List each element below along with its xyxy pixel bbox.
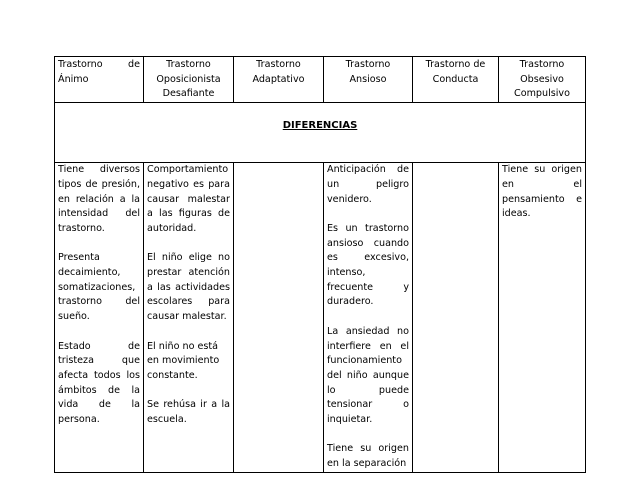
content-row: [55, 163, 586, 473]
header-obsesivo: Trastorno Obsesivo Compulsivo: [499, 57, 586, 103]
ansioso-paragraph: Tiene su origen en la separación: [327, 443, 409, 470]
obsesivo-paragraph: Tiene su origen en el pensamiento e ideas.: [502, 164, 582, 220]
section-title: DIFERENCIAS: [55, 103, 586, 163]
header-adaptativo: Trastorno Adaptativo: [234, 57, 324, 103]
header-row: [55, 57, 586, 103]
animo-paragraph: Estado de tristeza que afecta todos los ámbitos de la vida de la persona.: [58, 340, 140, 426]
cell-animo: [55, 163, 144, 473]
ansioso-paragraph: La ansiedad no interfiere en el funcionamiento del niño aunque lo puede tensionar o inquietar.: [327, 325, 409, 426]
section-row: [55, 103, 586, 163]
header-oposicionista: Trastorno Oposicionista Desafiante: [144, 57, 234, 103]
cell-oposicionista: [144, 163, 234, 473]
cell-adaptativo: [234, 163, 324, 473]
oposicionista-paragraph: Comportamiento negativo es para causar malestar a las figuras de autoridad.: [147, 164, 230, 234]
ansioso-paragraph: Es un trastorno ansioso cuando es excesivo, intenso, frecuente y duradero.: [327, 222, 409, 308]
ansioso-paragraph: Anticipación de un peligro venidero.: [327, 164, 409, 205]
header-animo: Trastorno de Ánimo: [55, 57, 144, 103]
oposicionista-paragraph: El niño elige no prestar atención a las actividades escolares para causar malestar.: [147, 252, 230, 323]
differences-table: [54, 56, 586, 473]
cell-obsesivo: [499, 163, 586, 473]
header-conducta: Trastorno de Conducta: [413, 57, 499, 103]
cell-conducta: [413, 163, 499, 473]
cell-ansioso: [324, 163, 413, 473]
oposicionista-paragraph: Se rehúsa ir a la escuela.: [147, 399, 230, 426]
oposicionista-paragraph: El niño no está en movimiento constante.: [147, 340, 220, 381]
animo-paragraph: Tiene diversos tipos de presión, en relación a la intensidad del trastorno.: [58, 164, 140, 234]
animo-paragraph: Presenta decaimiento, somatizaciones, trastorno del sueño.: [58, 252, 140, 323]
header-ansioso: Trastorno Ansioso: [324, 57, 413, 103]
